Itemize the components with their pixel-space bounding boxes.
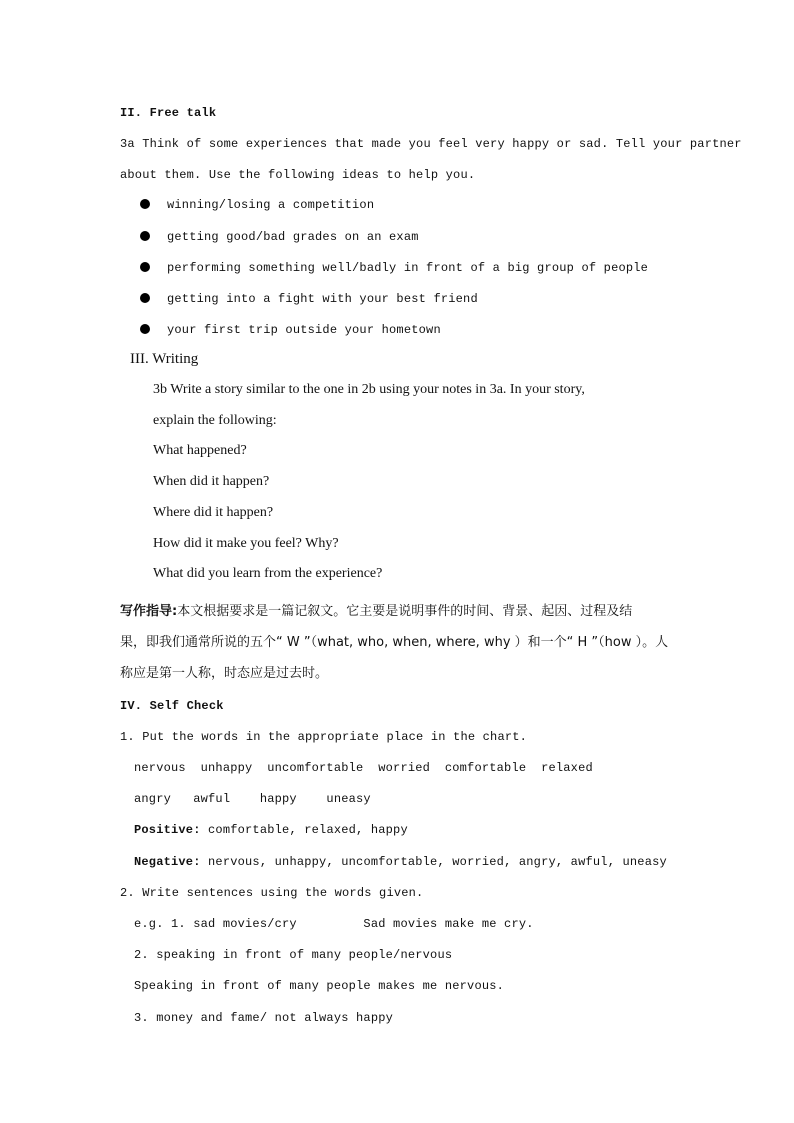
bullet-icon [140, 293, 150, 303]
word-list-row-2: angry awful happy uneasy [134, 792, 371, 806]
section-2-heading: II. Free talk [120, 106, 217, 120]
writing-question: When did it happen? [153, 474, 270, 489]
bullet-item: performing something well/badly in front of a big group of people [140, 261, 648, 275]
bullet-item: getting into a fight with your best friend [140, 292, 478, 306]
writing-question: What happened? [153, 443, 247, 458]
self-check-answer-2: Speaking in front of many people makes me nervous. [134, 979, 505, 993]
negative-answer: Negative: nervous, unhappy, uncomfortable, worried, angry, awful, uneasy [134, 855, 667, 869]
section-3-heading: III. Writing [130, 351, 199, 367]
writing-guide-label: 写作指导: [120, 604, 178, 619]
bullet-icon [140, 324, 150, 334]
example-sentence: e.g. 1. sad movies/cry Sad movies make me cry. [134, 917, 534, 931]
writing-question: Where did it happen? [153, 505, 274, 520]
writing-task-line-1: 3b Write a story similar to the one in 2b using your notes in 3a. In your story, [153, 382, 585, 397]
bullet-item: winning/losing a competition [140, 198, 374, 212]
bullet-item: your first trip outside your hometown [140, 323, 441, 337]
section-4-heading: IV. Self Check [120, 699, 224, 713]
writing-question: What did you learn from the experience? [153, 566, 383, 581]
word-list-row-1: nervous unhappy uncomfortable worried comfortable relaxed [134, 761, 593, 775]
bullet-icon [140, 231, 150, 241]
writing-guide-line-3: 称应是第一人称，时态应是过去时。 [120, 666, 329, 681]
positive-answer: Positive: comfortable, relaxed, happy [134, 823, 408, 837]
writing-question: How did it make you feel? Why? [153, 536, 339, 551]
bullet-item: getting good/bad grades on an exam [140, 230, 419, 244]
positive-label: Positive: [134, 823, 201, 837]
writing-task-line-2: explain the following: [153, 413, 277, 428]
self-check-question-1: 1. Put the words in the appropriate place in the chart. [120, 730, 528, 744]
self-check-item-2: 2. speaking in front of many people/nervous [134, 948, 453, 962]
writing-guide-line-1: 写作指导:本文根据要求是一篇记叙文。它主要是说明事件的时间、背景、起因、过程及结 [120, 604, 633, 619]
bullet-icon [140, 262, 150, 272]
bullet-icon [140, 199, 150, 209]
free-talk-intro-line-1: 3a Think of some experiences that made you feel very happy or sad. Tell your partner [120, 137, 742, 151]
self-check-question-2: 2. Write sentences using the words given. [120, 886, 424, 900]
free-talk-intro-line-2: about them. Use the following ideas to help you. [120, 168, 476, 182]
self-check-item-3: 3. money and fame/ not always happy [134, 1011, 394, 1025]
negative-label: Negative: [134, 855, 201, 869]
writing-guide-line-2: 果，即我们通常所说的五个“ W ”（what, who, when, where, why ）和一个“ H ”（how ）。人 [120, 635, 669, 650]
